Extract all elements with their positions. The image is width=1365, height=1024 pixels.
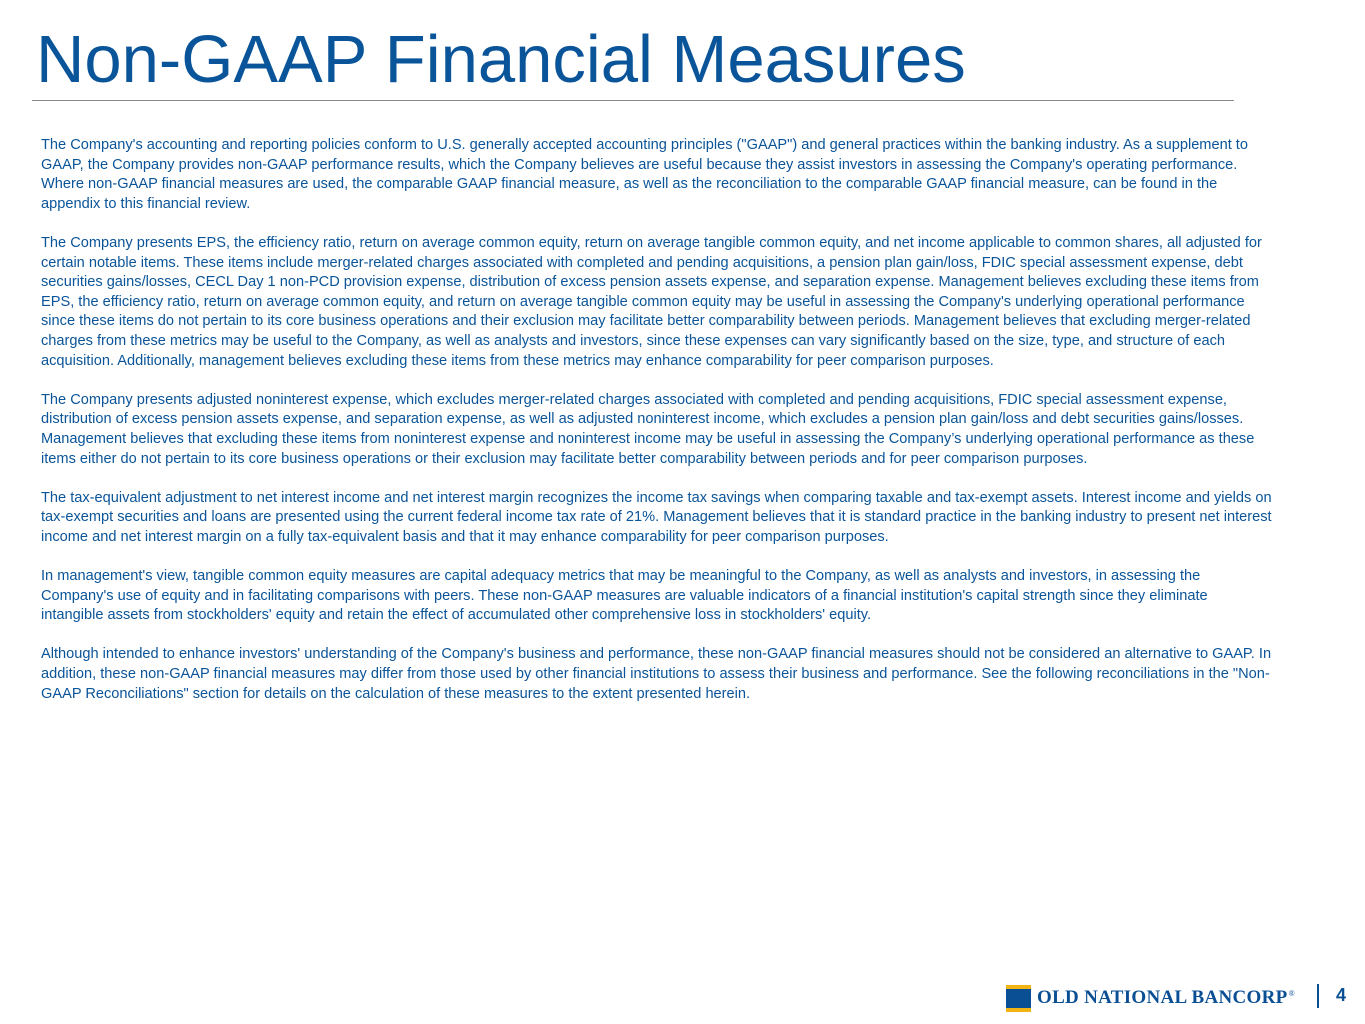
registered-mark: ® — [1288, 989, 1295, 998]
logo-text: OLD NATIONAL BANCORP — [1037, 987, 1288, 1008]
paragraph-gaap-overview: The Company's accounting and reporting policies conform to U.S. generally accepted accounting principles ("GAAP") and general practices within the banking industry. As a supplement to GAAP, the Company provides non-GAAP performance results, which the Company believes are useful because they assist investors in assessing the Company's operating performance. Where non-GAAP financial measures are used, the comparable GAAP financial measure, as well as the reconciliation to the comparable GAAP financial measure, can be found in the appendix to this financial review. — [41, 137, 1248, 212]
paragraph-adjusted-noninterest: The Company presents adjusted noninterest expense, which excludes merger-related charges associated with completed and pending acquisitions, FDIC special assessment expense, distribution of excess pension assets expense, and separation expense, as well as adjusted noninterest income, which excludes a pension plan gain/loss and debt securities gains/losses. Management believes that excluding these items from noninterest expense and noninterest income may be useful in assessing the Company’s underlying operational performance as these items either do not pertain to its core business operations or their exclusion may facilitate better comparability between periods and for peer comparison purposes. — [41, 391, 1255, 467]
paragraph-adjusted-eps: The Company presents EPS, the efficiency ratio, return on average common equity, return on average tangible common equity, and net income applicable to common shares, all adjusted for certain notable items. These items include merger-related charges associated with completed and pending acquisitions, a pension plan gain/loss, FDIC special assessment expense, debt securities gains/losses, CECL Day 1 non-PCD provision expense, distribution of excess pension assets expense, and separation expense. Management believes excluding these items from EPS, the efficiency ratio, return on average common equity, and return on average tangible common equity may be useful in assessing the Company's underlying operational performance since these items do not pertain to its core business operations and their exclusion may facilitate better comparability between periods. Management believes that excluding merger-related charges from these metrics may be useful to the Company, as well as analysts and investors, since these expenses can vary significantly based on the size, type, and structure of each acquisition. Additionally, management believes excluding these items from these metrics may enhance comparability for peer comparison purposes. — [41, 234, 1262, 369]
page-title: Non-GAAP Financial Measures — [36, 22, 966, 97]
paragraph-tax-equivalent: The tax-equivalent adjustment to net interest income and net interest margin recognizes the income tax savings when comparing taxable and tax-exempt assets. Interest income and yields on tax-exempt securities and loans are presented using the current federal income tax rate of 21%. Management believes that it is standard practice in the banking industry to present net interest income and net interest margin on a fully tax-equivalent basis and that it may enhance comparability for peer comparison purposes. — [41, 489, 1272, 545]
logo-mark-icon — [1006, 985, 1031, 1012]
paragraph-disclaimer: Although intended to enhance investors' understanding of the Company's business and performance, these non-GAAP financial measures should not be considered an alternative to GAAP. In addition, these non-GAAP financial measures may differ from those used by other financial institutions to assess their business and performance. See the following reconciliations in the "Non-GAAP Reconciliations" section for details on the calculation of these measures to the extent presented herein. — [41, 646, 1272, 702]
body-text — [41, 136, 1273, 724]
title-divider — [32, 100, 1234, 101]
page-number: 4 — [1336, 985, 1347, 1005]
company-logo — [1006, 983, 1295, 1013]
footer-divider — [1317, 984, 1319, 1008]
paragraph-tangible-equity: In management's view, tangible common equity measures are capital adequacy metrics that may be meaningful to the Company, as well as analysts and investors, in assessing the Company's use of equity and in facilitating comparisons with peers. These non-GAAP measures are valuable indicators of a financial institution's capital strength since they eliminate intangible assets from stockholders' equity and retain the effect of accumulated other comprehensive loss in stockholders' equity. — [41, 568, 1208, 624]
